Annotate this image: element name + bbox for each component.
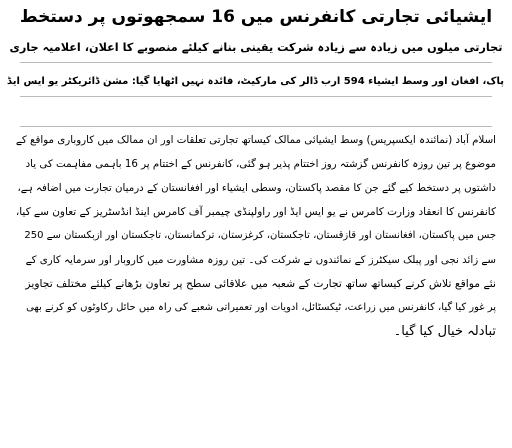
headline: ایشیائی تجارتی کانفرنس میں 16 سمجھوتوں پر دستخط bbox=[19, 7, 493, 27]
subheadline-2: پاک، افغان اور وسط ایشیاء 594 ارب ڈالر کی مارکیٹ، فائدہ نہیں اٹھایا گیا: مشن ڈائریکٹر یو ایس ایڈ bbox=[7, 76, 504, 87]
article-line: تبادلہ خیال کیا گیا۔ bbox=[393, 324, 496, 339]
article-line: جس میں پاکستان، افغانستان اور قازقستان، تاجکستان، کرغزستان، ترکمانستان، تاجکستان اور ازبکستان سے 250 bbox=[24, 230, 496, 241]
article-body bbox=[16, 128, 496, 344]
subheadline-1: تجارتی میلوں میں زیادہ سے زیادہ شرکت یقینی بنانے کیلئے منصوبے کا اعلان، اعلامیہ جاری bbox=[9, 41, 503, 54]
article-line: کانفرنس کا انعقاد وزارت کامرس نے یو ایس ایڈ اور راولپنڈی چیمبر آف کامرس اینڈ انڈسٹریز کے تعاون سے کیا، bbox=[16, 206, 496, 218]
article-line: اسلام آباد (نمائندہ ایکسپریس) وسط ایشیائی ممالک کیساتھ تجارتی تعلقات اور ان ممالک میں کاروباری مواقع کے bbox=[16, 134, 496, 146]
divider bbox=[20, 62, 492, 63]
divider bbox=[20, 126, 492, 127]
article-line: موضوع پر تین روزہ کانفرنس گزشتہ روز اختتام پذیر ہو گئی، کانفرنس کے اختتام پر 16 باہمی مفاہمت کی یاد bbox=[25, 158, 496, 170]
divider bbox=[20, 96, 492, 97]
article-line: پر غور کیا گیا، کانفرنس میں زراعت، ٹیکسٹائل، ادویات اور تعمیراتی شعبے کی راہ میں حائل رکاوٹوں کو کرنے بھی bbox=[26, 302, 496, 313]
article-line: نئے مواقع تلاش کرنے کیساتھ ساتھ تجارت کے شعبہ میں علاقائی سطح پر تعاون بڑھانے کیلئے مختلف تجاویز bbox=[25, 277, 496, 290]
article-line: سے زائد نجی اور پبلک سیکٹرز کے نمائندوں نے شرکت کی۔ تین روزہ مشاورت میں کاروبار اور سرمایہ کاری کے bbox=[25, 254, 496, 266]
article-line: داشتوں پر دستخط کیے گئے جن کا مقصد پاکستان، وسطی ایشیاء اور افغانستان کے درمیان تجارت میں اضافہ ہے، bbox=[17, 182, 496, 194]
